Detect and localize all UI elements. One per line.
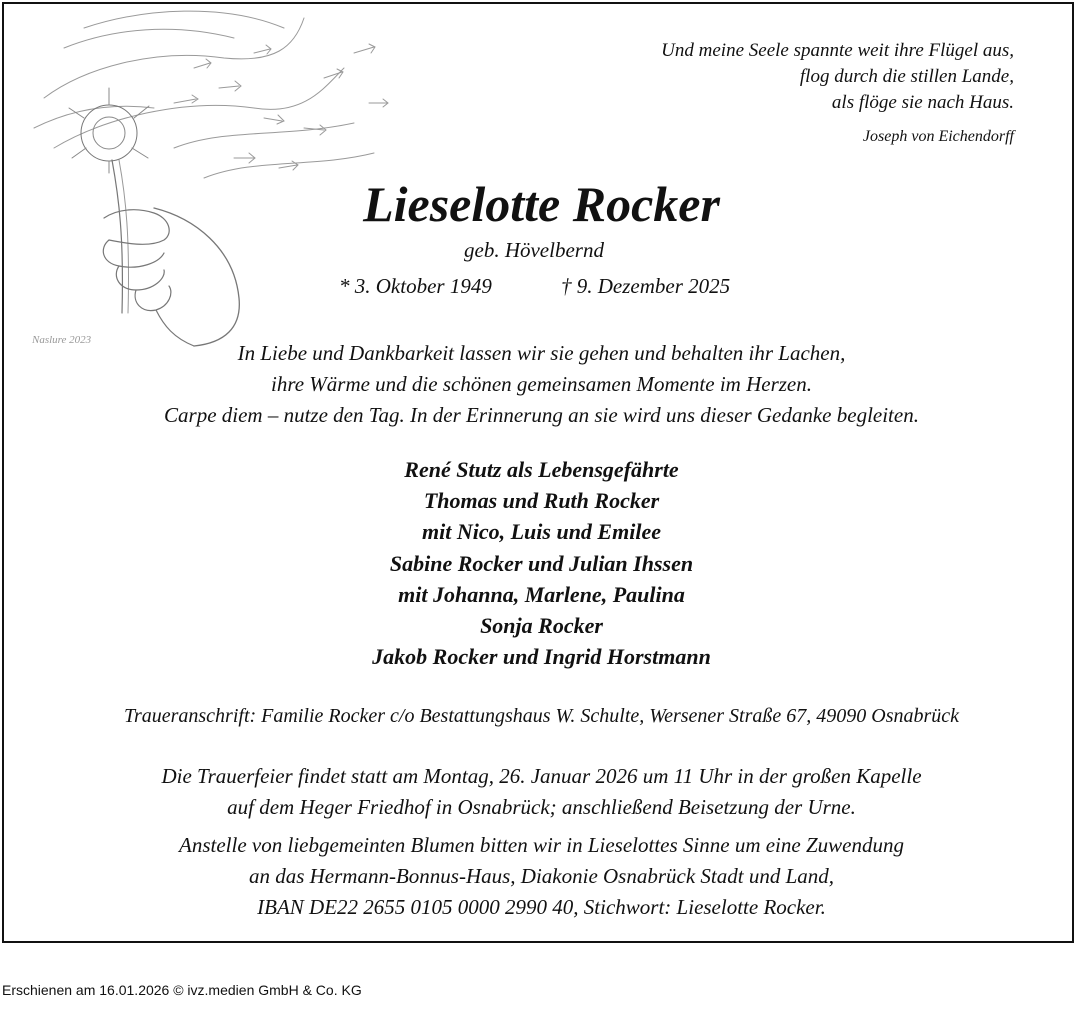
poem-line-3: als flöge sie nach Haus. (831, 92, 1014, 113)
birth-date: * 3. Oktober 1949 (339, 274, 492, 298)
obituary-frame (2, 2, 1074, 943)
donation-info (4, 830, 1075, 923)
memorial-quote (4, 338, 1075, 431)
mourner-line: René Stutz als Lebensgefährte (404, 457, 679, 482)
publication-footer: Erschienen am 16.01.2026 © ivz.medien GmbH & Co. KG (2, 982, 362, 998)
mourner-line: Thomas und Ruth Rocker (423, 488, 660, 514)
quote-line-3: Carpe diem – nutze den Tag. In der Erinnerung an sie wird uns dieser Gedanke begleiten. (164, 403, 919, 427)
mourner-line: Sonja Rocker (480, 613, 603, 639)
quote-line-1: In Liebe und Dankbarkeit lassen wir sie gehen und behalten ihr Lachen, (237, 341, 846, 365)
mourning-address: Traueranschrift: Familie Rocker c/o Bestattungshaus W. Schulte, Wersener Straße 67, 49090 Osnabrück (123, 705, 960, 727)
mourner-line: mit Nico, Luis und Emilee (422, 519, 661, 545)
life-dates (339, 274, 731, 299)
poem-line-2: flog durch die stillen Lande, (799, 66, 1014, 87)
mourner-line: Jakob Rocker und Ingrid Horstmann (372, 644, 711, 670)
artist-signature: Naslure 2023 (32, 334, 92, 346)
deceased-name: Lieselotte Rocker (363, 176, 720, 232)
ceremony-line-2: auf dem Heger Friedhof in Osnabrück; anschließend Beisetzung der Urne. (227, 795, 856, 819)
donation-line-1: Anstelle von liebgemeinten Blumen bitten wir in Lieselottes Sinne um eine Zuwendung (179, 833, 904, 857)
death-date: † 9. Dezember 2025 (561, 274, 731, 298)
poem (661, 38, 1014, 116)
ceremony-line-1: Die Trauerfeier findet statt am Montag, 26. Januar 2026 um 11 Uhr in der großen Kapelle (161, 764, 922, 788)
mourner-line: mit Johanna, Marlene, Paulina (398, 581, 685, 607)
ceremony-info (4, 761, 1075, 823)
poem-author: Joseph von Eichendorff (862, 128, 1014, 145)
donation-line-2: an das Hermann-Bonnus-Haus, Diakonie Osnabrück Stadt und Land, (248, 864, 835, 888)
donation-line-3: IBAN DE22 2655 0105 0000 2990 40, Stichwort: Lieselotte Rocker. (257, 895, 826, 919)
poem-line-1: Und meine Seele spannte weit ihre Flügel aus, (661, 40, 1014, 61)
quote-line-2: ihre Wärme und die schönen gemeinsamen Momente im Herzen. (270, 372, 812, 396)
maiden-name: geb. Hövelbernd (464, 238, 604, 262)
mourners-list (4, 454, 1075, 672)
mourner-line: Sabine Rocker und Julian Ihssen (389, 550, 694, 576)
